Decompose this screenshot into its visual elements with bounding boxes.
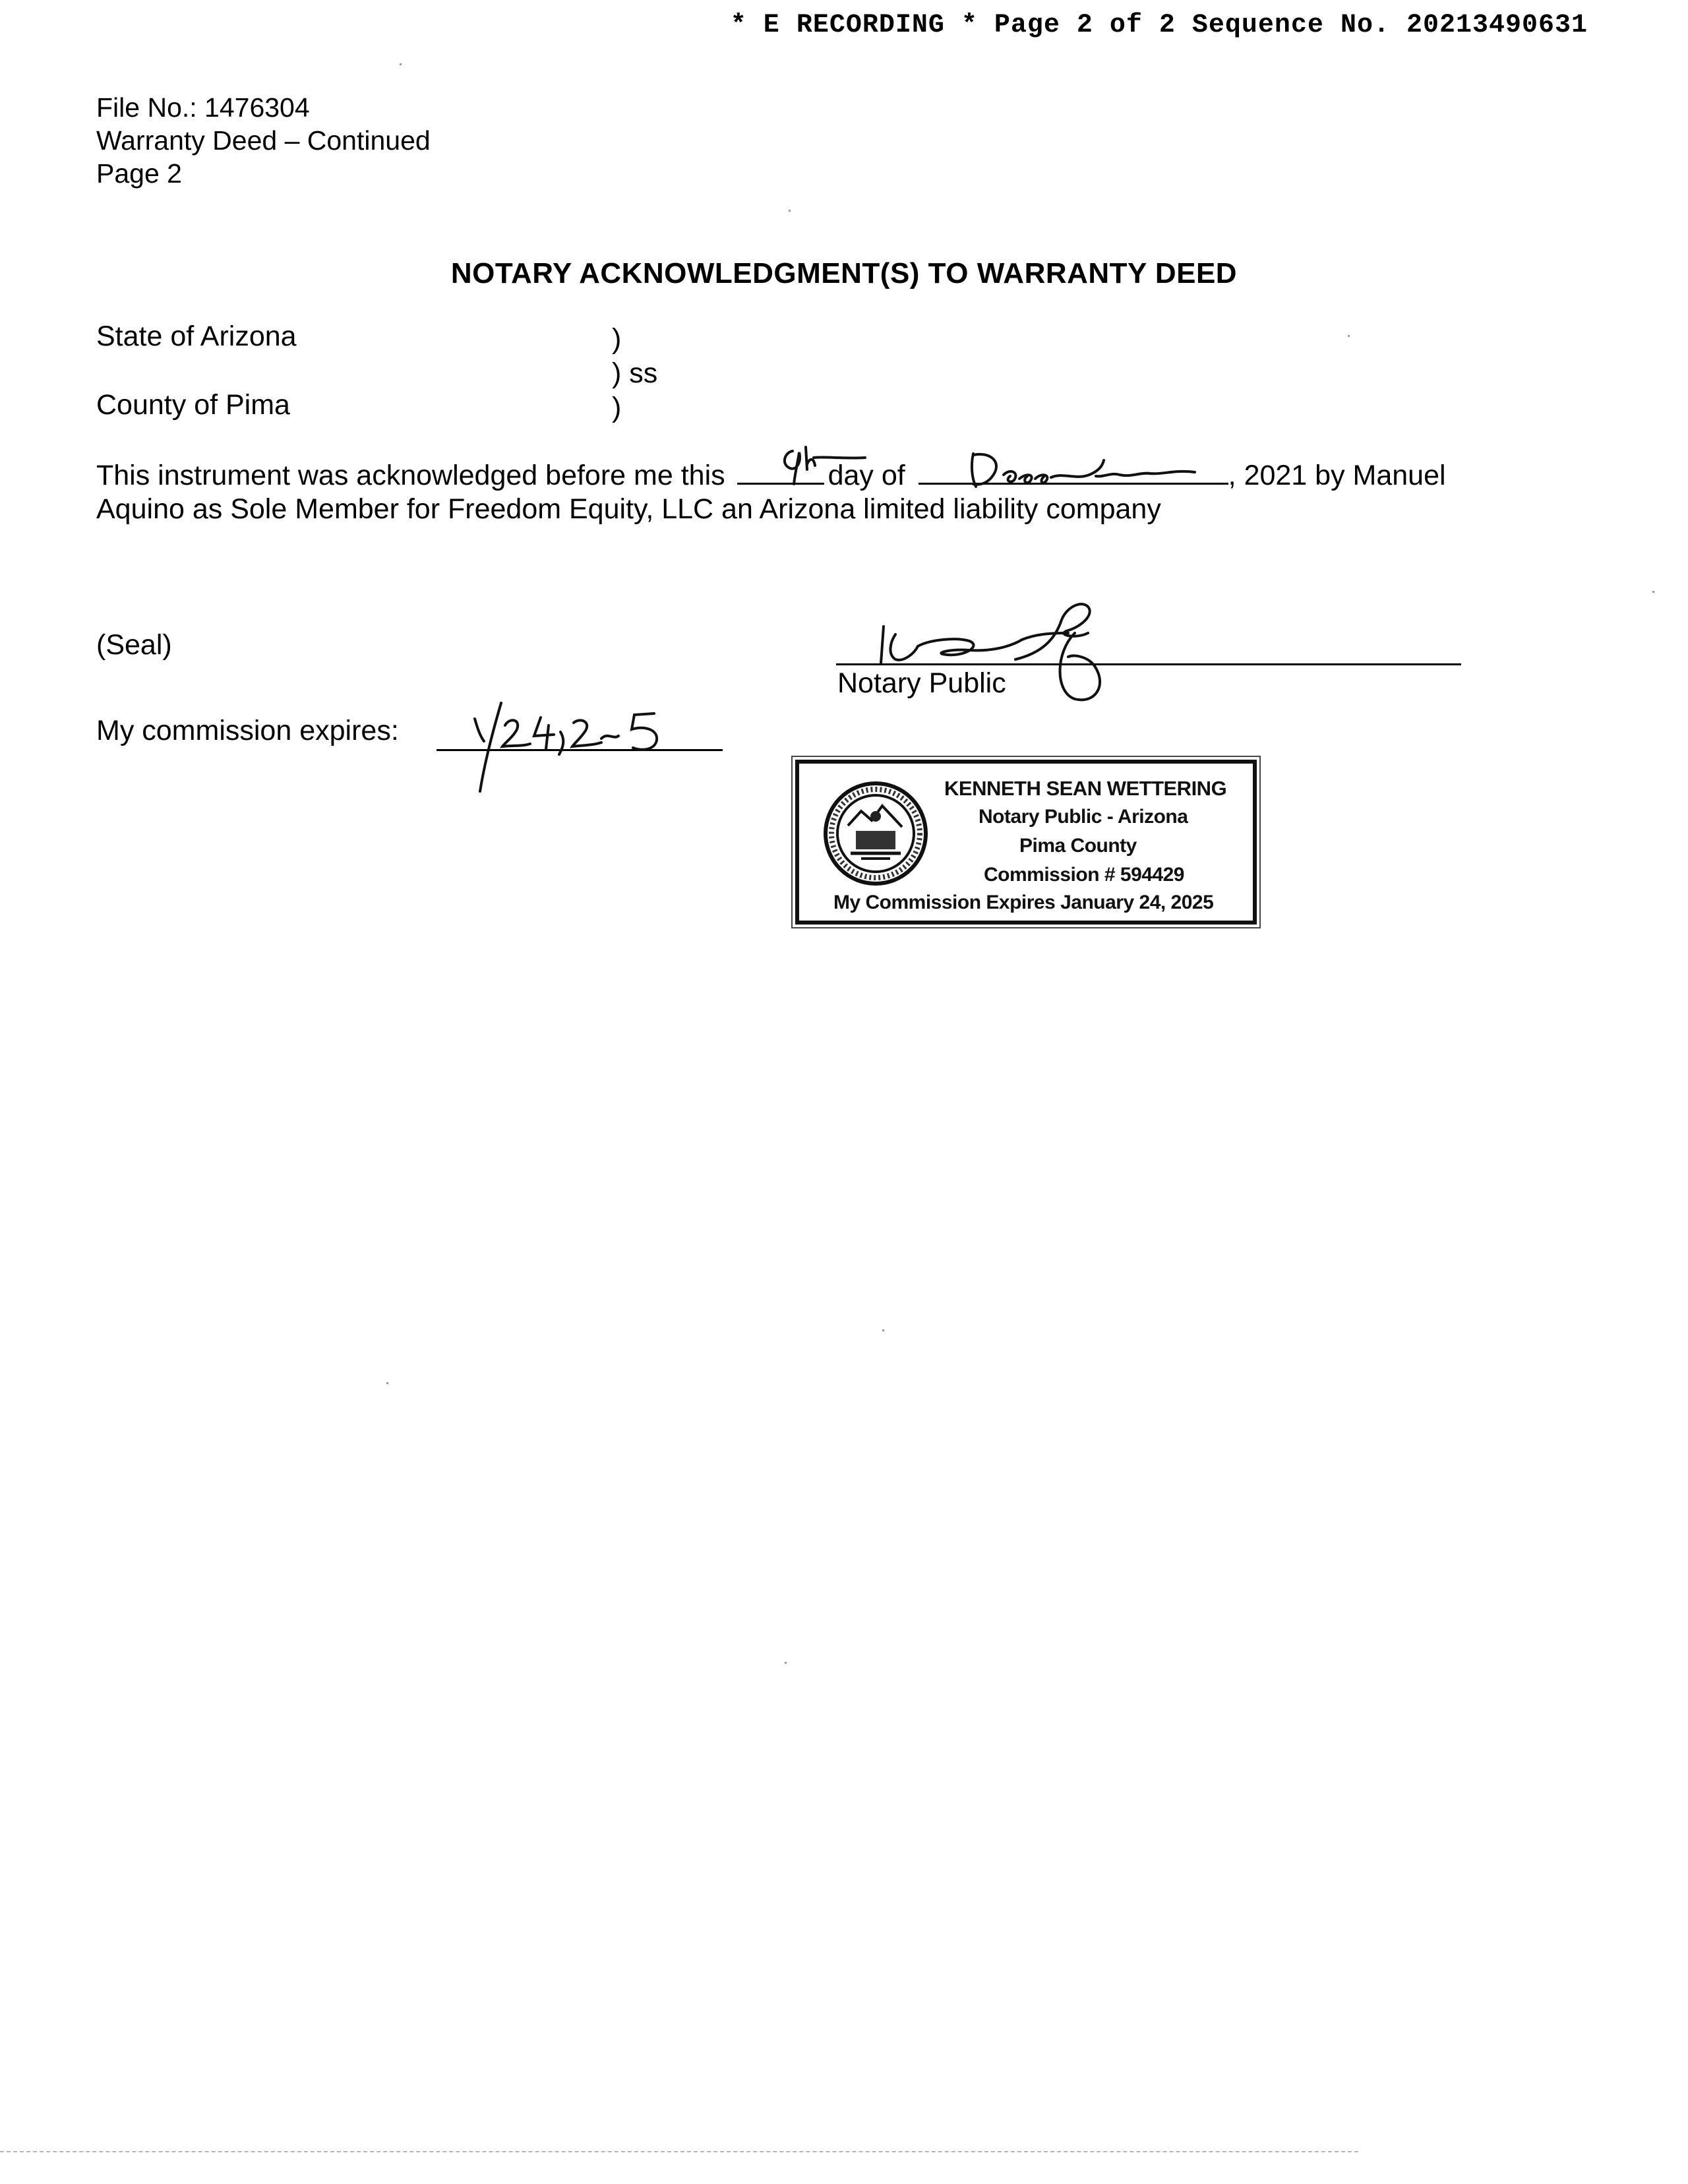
scan-speck xyxy=(400,63,402,65)
page-number: Page 2 xyxy=(96,158,182,189)
acknowledgment-line-2: Aquino as Sole Member for Freedom Equity, LLC an Arizona limited liability company xyxy=(96,493,1161,525)
ack-day-word: day of xyxy=(828,460,905,491)
notary-public-label: Notary Public xyxy=(837,667,1006,699)
venue-state: State of Arizona xyxy=(96,320,297,352)
stamp-county: Pima County xyxy=(1019,835,1137,857)
notary-stamp xyxy=(795,760,1257,925)
stamp-commission-number: Commission # 594429 xyxy=(984,864,1184,886)
file-header xyxy=(96,91,431,190)
scan-speck xyxy=(785,1662,787,1664)
handwritten-month xyxy=(964,446,1215,499)
scan-speck xyxy=(386,1382,388,1384)
venue-county: County of Pima xyxy=(96,389,290,421)
document-title: NOTARY ACKNOWLEDGMENT(S) TO WARRANTY DEED xyxy=(450,257,1238,289)
stamp-title: Notary Public - Arizona xyxy=(979,806,1188,828)
file-number: File No.: 1476304 xyxy=(96,92,310,123)
stamp-expires: My Commission Expires January 24, 2025 xyxy=(833,892,1214,913)
stamp-name: KENNETH SEAN WETTERING xyxy=(944,777,1227,800)
recording-header: * E RECORDING * Page 2 of 2 Sequence No. 20213490631 xyxy=(730,11,1588,40)
commission-expires-label: My commission expires: xyxy=(96,715,399,746)
seal-label: (Seal) xyxy=(96,629,172,661)
venue-ss: ) ss xyxy=(612,357,658,389)
ack-suffix: , 2021 by Manuel xyxy=(1228,460,1446,491)
acknowledgment-line-1 xyxy=(96,459,1446,492)
ack-prefix: This instrument was acknowledged before me this xyxy=(96,460,725,491)
handwritten-day xyxy=(773,438,872,491)
scan-speck xyxy=(1652,591,1654,593)
scan-speck xyxy=(789,210,791,212)
venue-paren-open: ) xyxy=(612,323,622,355)
scan-speck xyxy=(882,1329,884,1331)
scan-edge-line xyxy=(0,2151,1358,2152)
document-name: Warranty Deed – Continued xyxy=(96,125,431,156)
notary-signature xyxy=(857,593,1174,706)
commission-expires-handwritten xyxy=(462,699,686,798)
arizona-state-seal-icon xyxy=(822,779,930,888)
venue-paren-close: ) xyxy=(612,392,622,423)
scan-speck xyxy=(1348,335,1350,337)
